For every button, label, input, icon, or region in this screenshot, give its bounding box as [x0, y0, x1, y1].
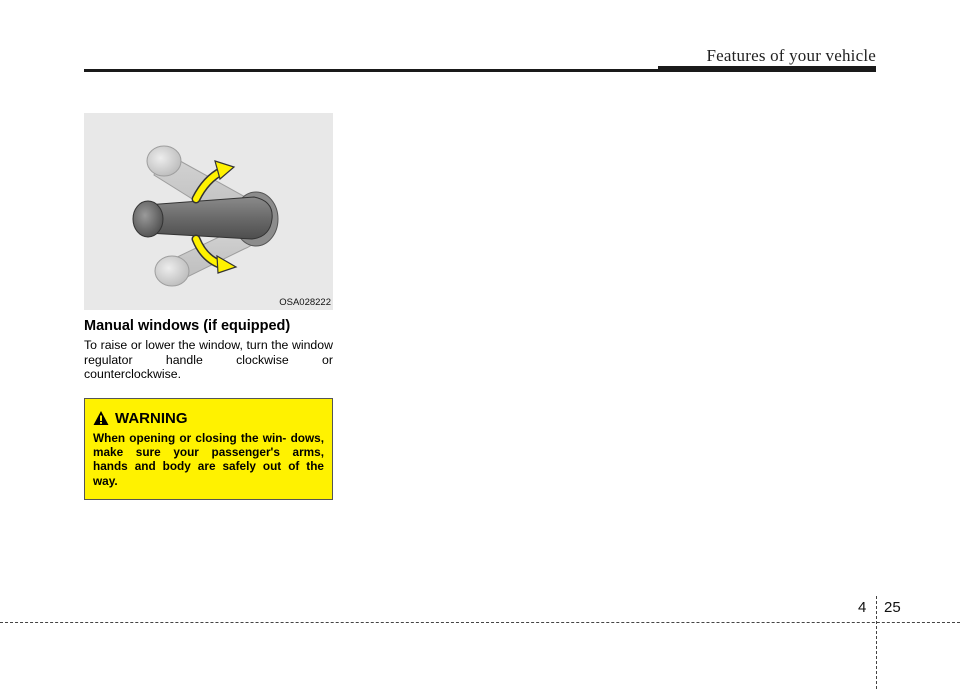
chapter-number: 4 [858, 599, 867, 616]
section-body: To raise or lower the window, turn the window regulator handle clockwise or counterclockwise. [84, 338, 333, 381]
footer-divider [876, 596, 877, 689]
footer-rule [0, 622, 960, 623]
page-number: 25 [884, 599, 901, 616]
main-handle-arm [146, 197, 272, 239]
warning-label: WARNING [115, 409, 188, 427]
header-rule-accent [658, 66, 876, 71]
figure-code: OSA028222 [279, 297, 331, 308]
warning-box [84, 398, 333, 500]
warning-triangle-icon [93, 410, 109, 426]
section-heading: Manual windows (if equipped) [84, 318, 291, 334]
window-handle-illustration [84, 113, 333, 310]
main-knob [133, 201, 163, 237]
warning-text: When opening or closing the win- dows, make sure your passenger's arms, hands and body are safely out of the way. [93, 431, 324, 488]
ghost-knob-lower [155, 256, 189, 286]
page-header-title: Features of your vehicle [706, 46, 876, 65]
window-crank-figure [84, 113, 333, 310]
warning-header [93, 407, 188, 429]
ghost-knob-upper [147, 146, 181, 176]
